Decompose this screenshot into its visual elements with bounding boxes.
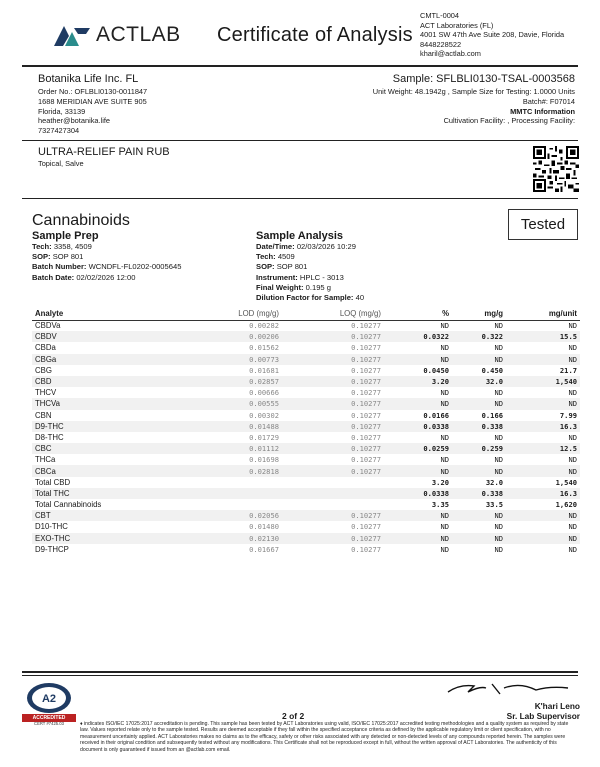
- percent-cell: 3.35: [431, 500, 449, 510]
- analyte-cell: D9-THCP: [35, 544, 69, 554]
- analysis-heading: Sample Analysis: [256, 230, 344, 242]
- client-line: heather@botanika.life: [38, 116, 111, 126]
- mg-per-unit-cell: ND: [568, 432, 577, 442]
- table-row: [32, 510, 580, 521]
- loq-cell: [282, 488, 384, 499]
- mg-per-g-cell: ND: [494, 343, 503, 353]
- lab-line: 8448228522: [420, 39, 462, 49]
- mg-per-g-cell: ND: [494, 522, 503, 532]
- table-row: [32, 320, 580, 331]
- cannabinoid-table: [32, 307, 580, 555]
- status-label: Tested: [520, 216, 566, 233]
- percent-cell: ND: [440, 522, 449, 532]
- loq-cell: 0.10277: [351, 455, 381, 465]
- mg-per-g-cell: ND: [452, 354, 506, 365]
- lod-cell: 0.01562: [249, 343, 279, 353]
- table-row: [32, 521, 580, 532]
- lod-cell: 0.01698: [249, 455, 279, 465]
- loq-cell: 0.10277: [351, 365, 381, 375]
- analyte-cell: Total THC: [32, 488, 182, 499]
- percent-cell: ND: [384, 398, 452, 409]
- mg-per-unit-cell: ND: [506, 510, 580, 521]
- mmtc-heading: MMTC Information: [510, 106, 575, 116]
- mg-per-unit-cell: 16.3: [506, 421, 580, 432]
- footer-divider-thin: [22, 675, 578, 676]
- client-line: Order No.: OFLBLI0130-0011847: [38, 87, 148, 96]
- analyte-cell: CBCa: [32, 465, 182, 476]
- mg-per-unit-cell: ND: [568, 343, 577, 353]
- product-form: Topical, Salve: [38, 159, 84, 168]
- disclaimer-text: ♦ indicates ISO/IEC 17025:2017 accreditation is pending. This sample has been tested by ACT Laboratories using valid, ISO/IEC 17025:2017 accredited testing methodologies and a quality system as required by state law. Values reported relate only to the sample tested. Results are deemed acceptable if they fall within the specified acceptance criteria as defined by the applicable regulatory limit or client specification, with no measurement uncertainty applied. ACT Laboratories makes no claims as to the efficacy, safety or other risks associated with any detected or non-detected levels of any compounds reported herein. The samples were received in their original condition and subsequently tested without any modifications. This Certificate shall not be reproduced except in full, without the written approval of ACT Laboratories. The authenticity of this document is only guaranteed if issued from an @actlab.com email.: [80, 721, 569, 753]
- mg-per-unit-cell: ND: [568, 544, 577, 554]
- client-info: [38, 73, 147, 136]
- table-row: [32, 533, 580, 544]
- lod-cell: 0.01681: [249, 365, 279, 375]
- mg-per-unit-cell: 1,540: [555, 477, 577, 487]
- prep-batch: WCNDFL-FL0202-0005645: [88, 262, 182, 272]
- percent-cell: 0.0338: [384, 421, 452, 432]
- mg-per-unit-cell: 12.5: [506, 443, 580, 454]
- analyte-cell: CBGa: [32, 354, 182, 365]
- column-header-loq: LOQ (mg/g): [282, 307, 384, 320]
- loq-cell: 0.10277: [282, 376, 384, 387]
- lod-cell: 0.02818: [182, 465, 282, 476]
- mg-per-unit-cell: 21.7: [559, 365, 577, 375]
- loq-cell: 0.10277: [351, 544, 381, 554]
- analysis-sop: SOP 801: [276, 262, 308, 272]
- mg-per-unit-cell: 1,620: [555, 500, 577, 510]
- actlab-logo-icon: [52, 22, 92, 48]
- analysis-datetime-label: Date/Time:: [256, 242, 295, 251]
- loq-cell: 0.10277: [351, 321, 381, 331]
- percent-cell: 0.0450: [423, 365, 449, 375]
- loq-cell: 0.10277: [282, 465, 384, 476]
- table-row: [32, 443, 580, 454]
- analyte-cell: D10-THC: [35, 522, 68, 532]
- mg-per-unit-cell: ND: [568, 321, 577, 331]
- prep-batch-label: Batch Number:: [32, 262, 87, 272]
- loq-cell: 0.10277: [282, 331, 384, 342]
- loq-cell: 0.10277: [351, 388, 381, 398]
- percent-cell: ND: [384, 465, 452, 476]
- table-row: [32, 376, 580, 387]
- prep-date: 02/02/2026 12:00: [76, 272, 136, 282]
- lod-cell: 0.00302: [249, 410, 279, 420]
- mg-per-g-cell: 0.450: [481, 365, 503, 375]
- lod-cell: 0.02056: [182, 510, 282, 521]
- loq-cell: [282, 477, 384, 488]
- mg-per-unit-cell: ND: [568, 522, 577, 532]
- lod-cell: 0.01667: [249, 544, 279, 554]
- loq-cell: 0.10277: [282, 354, 384, 365]
- actlab-logo: [52, 22, 181, 48]
- mg-per-g-cell: ND: [494, 432, 503, 442]
- accreditation-seal-icon: [22, 680, 76, 718]
- analyte-cell: D9-THC: [32, 421, 182, 432]
- percent-cell: ND: [384, 533, 452, 544]
- table-row: [32, 331, 580, 342]
- lod-cell: 0.01488: [182, 421, 282, 432]
- column-header-percent: %: [384, 307, 452, 320]
- unit-weight: Unit Weight: 48.1942g , Sample Size for Testing: 1.0000 Units: [372, 87, 575, 96]
- analyte-cell: EXO-THC: [32, 533, 182, 544]
- table-row: [32, 544, 580, 555]
- analysis-weight-label: Final Weight:: [256, 282, 304, 292]
- analysis-datetime: 02/03/2026 10:29: [296, 242, 356, 251]
- table-row: [32, 465, 580, 476]
- percent-cell: 3.20: [384, 376, 452, 387]
- table-row: [32, 432, 580, 443]
- batch-number: Batch#: F07014: [522, 96, 575, 106]
- analyte-cell: THCVa: [32, 398, 182, 409]
- percent-cell: ND: [440, 388, 449, 398]
- client-line: Florida, 33139: [38, 106, 86, 116]
- lab-line: kharil@actlab.com: [420, 49, 481, 59]
- table-row: [32, 421, 580, 432]
- sample-info: [373, 73, 575, 126]
- prep-date-label: Batch Date:: [32, 272, 75, 282]
- table-header-row: [32, 307, 580, 320]
- mg-per-unit-cell: ND: [568, 455, 577, 465]
- analysis-weight: 0.195 g: [305, 282, 331, 292]
- lab-line: ACT Laboratories (FL): [420, 20, 494, 30]
- mg-per-g-cell: 0.322: [452, 331, 506, 342]
- mg-per-g-cell: 0.338: [452, 421, 506, 432]
- lod-cell: 0.01480: [249, 522, 279, 532]
- lab-info: [420, 11, 564, 59]
- loq-cell: 0.10277: [351, 410, 381, 420]
- signature-image: [440, 678, 575, 700]
- lod-cell: [182, 477, 282, 488]
- analyte-cell: D8-THC: [35, 432, 64, 442]
- section-title: Cannabinoids: [32, 212, 130, 229]
- page-number: 2 of 2: [282, 711, 305, 721]
- table-row: [32, 398, 580, 409]
- percent-cell: ND: [384, 354, 452, 365]
- analyte-cell: CBDa: [35, 343, 56, 353]
- column-header-mg-per-unit: mg/unit: [506, 307, 580, 320]
- prep-tech: 3358, 4509: [53, 242, 92, 251]
- sample-prep: [32, 230, 181, 283]
- percent-cell: ND: [440, 432, 449, 442]
- percent-cell: 3.20: [431, 477, 449, 487]
- table-row: [32, 488, 580, 499]
- mg-per-unit-cell: ND: [506, 465, 580, 476]
- table-row: [32, 342, 580, 353]
- percent-cell: ND: [440, 455, 449, 465]
- analyte-cell: Total CBD: [35, 477, 71, 487]
- mg-per-unit-cell: 1,540: [506, 376, 580, 387]
- product-info: [38, 146, 170, 169]
- prep-heading: Sample Prep: [32, 230, 99, 242]
- mg-per-g-cell: ND: [452, 533, 506, 544]
- analyte-cell: CBDVa: [35, 321, 61, 331]
- analysis-instrument-label: Instrument:: [256, 272, 298, 282]
- header-divider: [22, 65, 578, 67]
- analysis-instrument: HPLC - 3013: [299, 272, 344, 282]
- accredited-label: ACCREDITED: [22, 714, 76, 722]
- signer-name: K'hari Leno: [534, 701, 580, 711]
- signer-title: Sr. Lab Supervisor: [506, 711, 580, 721]
- mg-per-unit-cell: 15.5: [506, 331, 580, 342]
- mg-per-g-cell: 32.0: [485, 477, 503, 487]
- prep-sop: SOP 801: [52, 252, 84, 262]
- lod-cell: 0.02130: [182, 533, 282, 544]
- table-row: [32, 387, 580, 398]
- lod-cell: [182, 499, 282, 510]
- analyte-cell: CBN: [35, 410, 52, 420]
- analyte-cell: CBD: [32, 376, 182, 387]
- lod-cell: 0.00773: [182, 354, 282, 365]
- table-row: [32, 354, 580, 365]
- mg-per-g-cell: ND: [494, 544, 503, 554]
- mg-per-unit-cell: 7.99: [559, 410, 577, 420]
- mg-per-unit-cell: ND: [506, 398, 580, 409]
- mg-per-unit-cell: ND: [506, 354, 580, 365]
- client-name: Botanika Life Inc. FL: [38, 73, 139, 85]
- table-row: [32, 365, 580, 376]
- product-divider: [22, 198, 578, 199]
- mg-per-g-cell: ND: [494, 388, 503, 398]
- table-row: [32, 410, 580, 421]
- percent-cell: 0.0338: [384, 488, 452, 499]
- status-badge: [508, 209, 578, 240]
- lod-cell: 0.01729: [249, 432, 279, 442]
- svg-text:A2: A2: [41, 693, 57, 705]
- table-row: [32, 499, 580, 510]
- column-header-lod: LOD (mg/g): [182, 307, 282, 320]
- lod-cell: 0.00206: [182, 331, 282, 342]
- mg-per-g-cell: 0.259: [452, 443, 506, 454]
- lod-cell: [182, 488, 282, 499]
- product-name: ULTRA-RELIEF PAIN RUB: [38, 146, 170, 158]
- percent-cell: ND: [440, 343, 449, 353]
- lod-cell: 0.00282: [249, 321, 279, 331]
- analyte-cell: CBG: [35, 365, 52, 375]
- analyte-cell: THCa: [35, 455, 56, 465]
- analyte-cell: CBDV: [32, 331, 182, 342]
- analysis-sop-label: SOP:: [256, 262, 275, 272]
- mg-per-unit-cell: 16.3: [506, 488, 580, 499]
- client-divider: [22, 140, 578, 141]
- loq-cell: 0.10277: [282, 421, 384, 432]
- percent-cell: ND: [384, 510, 452, 521]
- percent-cell: ND: [440, 544, 449, 554]
- prep-sop-label: SOP:: [32, 252, 51, 262]
- client-line: 1688 MERIDIAN AVE SUITE 905: [38, 96, 147, 106]
- mg-per-g-cell: ND: [452, 465, 506, 476]
- percent-cell: 0.0322: [384, 331, 452, 342]
- mg-per-g-cell: ND: [452, 510, 506, 521]
- table-body: [32, 320, 580, 555]
- analysis-tech: 4509: [277, 252, 295, 262]
- analyte-cell: CBC: [32, 443, 182, 454]
- lab-line: CMTL-0004: [420, 11, 460, 20]
- loq-cell: [282, 499, 384, 510]
- lod-cell: 0.00555: [182, 398, 282, 409]
- sample-analysis: [256, 230, 364, 303]
- sample-id: Sample: SFLBLI0130-TSAL-0003568: [392, 73, 575, 85]
- client-line: 7327427304: [38, 126, 80, 136]
- column-header-mg-per-g: mg/g: [452, 307, 506, 320]
- lod-cell: 0.00666: [249, 388, 279, 398]
- mg-per-g-cell: ND: [452, 398, 506, 409]
- table-row: [32, 477, 580, 488]
- lod-cell: 0.02857: [182, 376, 282, 387]
- analyte-cell: Total Cannabinoids: [35, 500, 102, 510]
- column-header-analyte: Analyte: [32, 307, 182, 320]
- cert-number: CERT #7425.03: [34, 721, 64, 726]
- percent-cell: 0.0166: [423, 410, 449, 420]
- loq-cell: 0.10277: [282, 510, 384, 521]
- footer-divider: [22, 671, 578, 673]
- mg-per-g-cell: ND: [494, 455, 503, 465]
- signer-block: [470, 701, 580, 721]
- table-row: [32, 454, 580, 465]
- qr-code-icon[interactable]: [533, 146, 579, 192]
- lab-line: 4001 SW 47th Ave Suite 208, Davie, Florida: [420, 30, 565, 40]
- loq-cell: 0.10277: [351, 522, 381, 532]
- lod-cell: 0.01112: [182, 443, 282, 454]
- mg-per-unit-cell: ND: [506, 533, 580, 544]
- document-title: Certificate of Analysis: [217, 24, 413, 46]
- loq-cell: 0.10277: [282, 398, 384, 409]
- logo-text: ACTLAB: [96, 23, 181, 46]
- analyte-cell: CBT: [32, 510, 182, 521]
- mg-per-g-cell: ND: [494, 321, 503, 331]
- mg-per-g-cell: 0.338: [452, 488, 506, 499]
- analysis-dilution-label: Dilution Factor for Sample:: [256, 293, 354, 303]
- percent-cell: 0.0259: [384, 443, 452, 454]
- analysis-dilution: 40: [355, 293, 365, 303]
- analysis-tech-label: Tech:: [256, 252, 276, 262]
- analyte-cell: THCV: [35, 388, 57, 398]
- mg-per-g-cell: 0.166: [481, 410, 503, 420]
- mg-per-g-cell: 33.5: [485, 500, 503, 510]
- mg-per-g-cell: 32.0: [452, 376, 506, 387]
- loq-cell: 0.10277: [282, 533, 384, 544]
- loq-cell: 0.10277: [351, 432, 381, 442]
- facility-info: Cultivation Facility: , Processing Facility:: [443, 116, 575, 126]
- prep-tech-label: Tech:: [32, 242, 52, 251]
- percent-cell: ND: [440, 321, 449, 331]
- loq-cell: 0.10277: [351, 343, 381, 353]
- loq-cell: 0.10277: [282, 443, 384, 454]
- mg-per-unit-cell: ND: [568, 388, 577, 398]
